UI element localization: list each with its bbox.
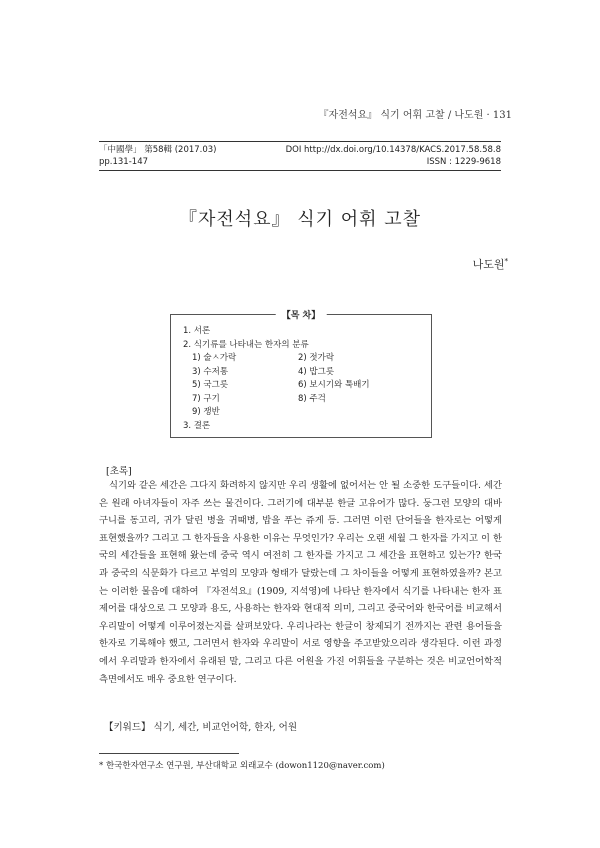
toc-subitem: 2) 젓가락 — [298, 353, 335, 363]
toc-subitem: 8) 주걱 — [298, 393, 326, 404]
toc-item: 2. 식기류를 나타내는 한자의 분류 — [183, 339, 309, 350]
toc-subitem: 7) 구기 — [192, 393, 220, 404]
toc-subitem: 9) 쟁반 — [192, 407, 220, 417]
toc-subitem: 1) 술ㅅ가락 — [192, 353, 237, 363]
author-mark: * — [504, 257, 508, 266]
footnote-divider — [99, 753, 239, 754]
doi[interactable]: DOI http://dx.doi.org/10.14378/KACS.2017.58.58.8 — [285, 145, 501, 155]
toc-subitem: 5) 국그릇 — [192, 380, 229, 390]
abstract-text: 식기와 같은 세간은 그다지 화려하지 않지만 우리 생활에 없어서는 안 될 소중한 도구들이다. 세간은 원래 아녀자들이 자주 쓰는 물건이다. 그러기에 대부분 한글 고유어가 많다. 둥그런 모양의 대바구니를 동고리, 귀가 달린 병을 귀때병, 밥을 푸는 쥬게 등. 그러면 이런 단어들을 한자로는 어떻게 표현했을까? 그리고 그 한자들을 사용한 이유는 무엇인가? 우리는 오랜 세월 그 한자를 가지고 이 한국의 세간들을 표현해 왔는데 중국 역시 여전히 그 한자를 가지고 그 세간을 표현하고 있는가? 한국과 중국의 식문화가 다르고 부엌의 모양과 형태가 달랐는데 그 차이들을 어떻게 표현하였을까? 본고는 이러한 물음에 대하여 『자전석요』(1909, 지석영)에 나타난 한자에서 식기를 나타내는 한자 표제어를 대상으로 그 모양과 용도, 사용하는 한자와 현대적 의미, 그리고 중국어와 한국어를 비교해서 우리말이 어떻게 이루어졌는지를 살펴보았다. 우리나라는 한글이 창제되기 전까지는 관련 용어들을 한자로 기록해야 했고, 그러면서 한자와 우리말이 서로 영향을 주고받았으리라 생각된다. 이런 과정에서 우리말과 한자에서 유래된 말, 그리고 다른 어원을 가진 어휘들을 구분하는 것은 비교언어학적 측면에서도 매우 중요한 연구이다. — [99, 480, 502, 685]
author — [473, 256, 508, 272]
toc-subitem: 4) 밥그릇 — [298, 366, 335, 377]
publication-info — [99, 141, 501, 171]
author-name: 나도원 — [472, 258, 505, 271]
toc-item: 1. 서론 — [183, 326, 211, 336]
footnote: * 한국한자연구소 연구원, 부산대학교 외래교수 (dowon1120@naver.com) — [99, 761, 385, 771]
toc-item: 3. 결론 — [183, 420, 211, 431]
toc-subitem: 6) 보시기와 툭배기 — [298, 380, 370, 390]
table-of-contents — [170, 311, 432, 438]
journal-info: 「中國學」 第58輯 (2017.03) — [99, 145, 217, 155]
paper-title: 『자전석요』 식기 어휘 고찰 — [178, 209, 422, 230]
page-range: pp.131-147 — [99, 157, 149, 167]
toc-heading: 【목 차】 — [276, 308, 327, 321]
issn: ISSN : 1229-9618 — [426, 157, 501, 167]
running-head: 『자전석요』 식기 어휘 고찰 / 나도원 · 131 — [318, 110, 512, 121]
abstract-label: [초록] — [106, 466, 132, 477]
keywords: 【키워드】 식기, 세간, 비교언어학, 한자, 어원 — [104, 722, 298, 733]
toc-subitem: 3) 수저통 — [192, 366, 229, 377]
